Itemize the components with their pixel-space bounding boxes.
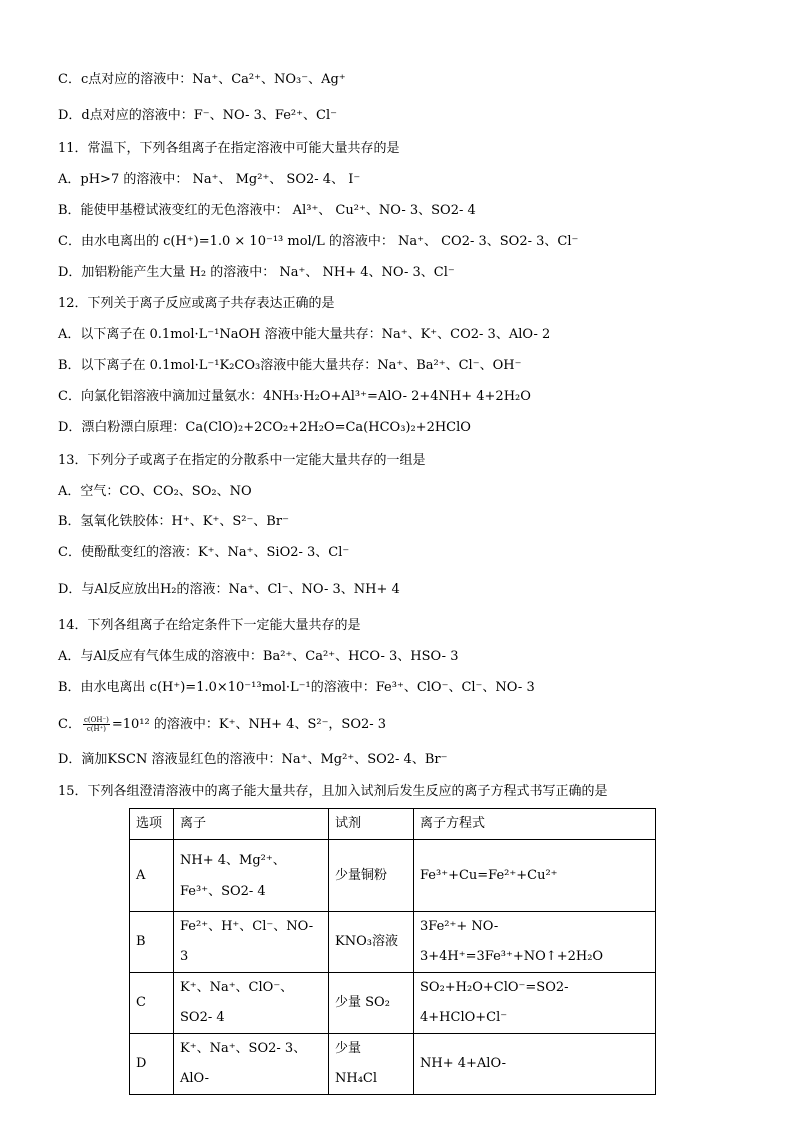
fraction-denominator: c(H⁺) [86, 725, 106, 733]
table-row [130, 912, 656, 973]
table-cell: 少量铜粉 [329, 840, 414, 912]
table-cell: A [130, 840, 174, 912]
table-cell: 3Fe²⁺+ NO- 3+4H⁺=3Fe³⁺+NO↑+2H₂O [414, 912, 656, 973]
text-line: B．能使甲基橙试液变红的无色溶液中： Al³⁺、 Cu²⁺、NO- 3、SO2- 4 [58, 203, 476, 218]
header-cell: 选项 [130, 809, 174, 840]
text-line: D．与Al反应放出H₂的溶液：Na⁺、Cl⁻、NO- 3、NH+ 4 [58, 582, 400, 597]
header-cell: 试剂 [329, 809, 414, 840]
text-line: 13．下列分子或离子在指定的分散系中一定能大量共存的一组是 [58, 453, 426, 468]
table-cell: D [130, 1034, 174, 1095]
table-cell: B [130, 912, 174, 973]
text-line: A．以下离子在 0.1mol·L⁻¹NaOH 溶液中能大量共存：Na⁺、K⁺、CO2- 3、AlO- 2 [58, 327, 551, 342]
table-row [130, 973, 656, 1034]
table-cell: NH+ 4+AlO- [414, 1034, 656, 1095]
table-cell: SO₂+H₂O+ClO⁻=SO2- 4+HClO+Cl⁻ [414, 973, 656, 1034]
text-line: C．向氯化铝溶液中滴加过量氨水：4NH₃·H₂O+Al³⁺=AlO- 2+4NH+ 4+2H₂O [58, 389, 531, 404]
text-line: D．d点对应的溶液中：F⁻、NO- 3、Fe²⁺、Cl⁻ [58, 108, 337, 123]
text-line: 14．下列各组离子在给定条件下一定能大量共存的是 [58, 618, 361, 633]
table-cell: NH+ 4、Mg²⁺、Fe³⁺、SO2- 4 [174, 840, 329, 912]
question-14-option-c [58, 716, 386, 733]
text-line: A．空气：CO、CO₂、SO₂、NO [58, 484, 252, 499]
text-line: C．c点对应的溶液中：Na⁺、Ca²⁺、NO₃⁻、Ag⁺ [58, 72, 346, 87]
fraction [83, 716, 110, 733]
text-line: D．加铝粉能产生大量 H₂ 的溶液中： Na⁺、 NH+ 4、NO- 3、Cl⁻ [58, 265, 455, 280]
fraction-numerator: c(OH⁻) [83, 716, 109, 724]
table-cell: C [130, 973, 174, 1034]
table-cell: K⁺、Na⁺、SO2- 3、AlO- [174, 1034, 329, 1095]
table-row [130, 1034, 656, 1095]
text-line: B．由水电离出 c(H⁺)=1.0×10⁻¹³mol·L⁻¹的溶液中：Fe³⁺、ClO⁻、Cl⁻、NO- 3 [58, 680, 535, 695]
text-line: A．pH>7 的溶液中： Na⁺、 Mg²⁺、 SO2- 4、 I⁻ [58, 172, 361, 187]
text-line: 11．常温下，下列各组离子在指定溶液中可能大量共存的是 [58, 141, 400, 156]
table-cell: Fe²⁺、H⁺、Cl⁻、NO- 3 [174, 912, 329, 973]
text-line: 15．下列各组澄清溶液中的离子能大量共存，且加入试剂后发生反应的离子方程式书写正确的是 [58, 784, 608, 799]
table-cell: 少量 NH₄Cl [329, 1034, 414, 1095]
option-label: C． [58, 717, 81, 732]
text-line: B．以下离子在 0.1mol·L⁻¹K₂CO₃溶液中能大量共存：Na⁺、Ba²⁺、Cl⁻、OH⁻ [58, 358, 522, 373]
table-cell: 少量 SO₂ [329, 973, 414, 1034]
text-line: B．氢氧化铁胶体：H⁺、K⁺、S²⁻、Br⁻ [58, 514, 289, 529]
option-text: =10¹² 的溶液中：K⁺、NH+ 4、S²⁻，SO2- 3 [111, 717, 387, 732]
options-table [129, 808, 656, 1095]
text-line: C．使酚酞变红的溶液：K⁺、Na⁺、SiO2- 3、Cl⁻ [58, 545, 350, 560]
text-line: A．与Al反应有气体生成的溶液中：Ba²⁺、Ca²⁺、HCO- 3、HSO- 3 [58, 649, 459, 664]
table-row [130, 840, 656, 912]
table-header-row [130, 809, 656, 840]
header-cell: 离子 [174, 809, 329, 840]
text-line: D．滴加KSCN 溶液显红色的溶液中：Na⁺、Mg²⁺、SO2- 4、Br⁻ [58, 752, 448, 767]
table-cell: K⁺、Na⁺、ClO⁻、SO2- 4 [174, 973, 329, 1034]
text-line: C．由水电离出的 c(H⁺)=1.0 × 10⁻¹³ mol/L 的溶液中： Na⁺、 CO2- 3、SO2- 3、Cl⁻ [58, 234, 579, 249]
text-line: 12．下列关于离子反应或离子共存表达正确的是 [58, 296, 335, 311]
table-cell: KNO₃溶液 [329, 912, 414, 973]
header-cell: 离子方程式 [414, 809, 656, 840]
text-line: D．漂白粉漂白原理：Ca(ClO)₂+2CO₂+2H₂O=Ca(HCO₃)₂+2HClO [58, 420, 471, 435]
table-cell: Fe³⁺+Cu=Fe²⁺+Cu²⁺ [414, 840, 656, 912]
